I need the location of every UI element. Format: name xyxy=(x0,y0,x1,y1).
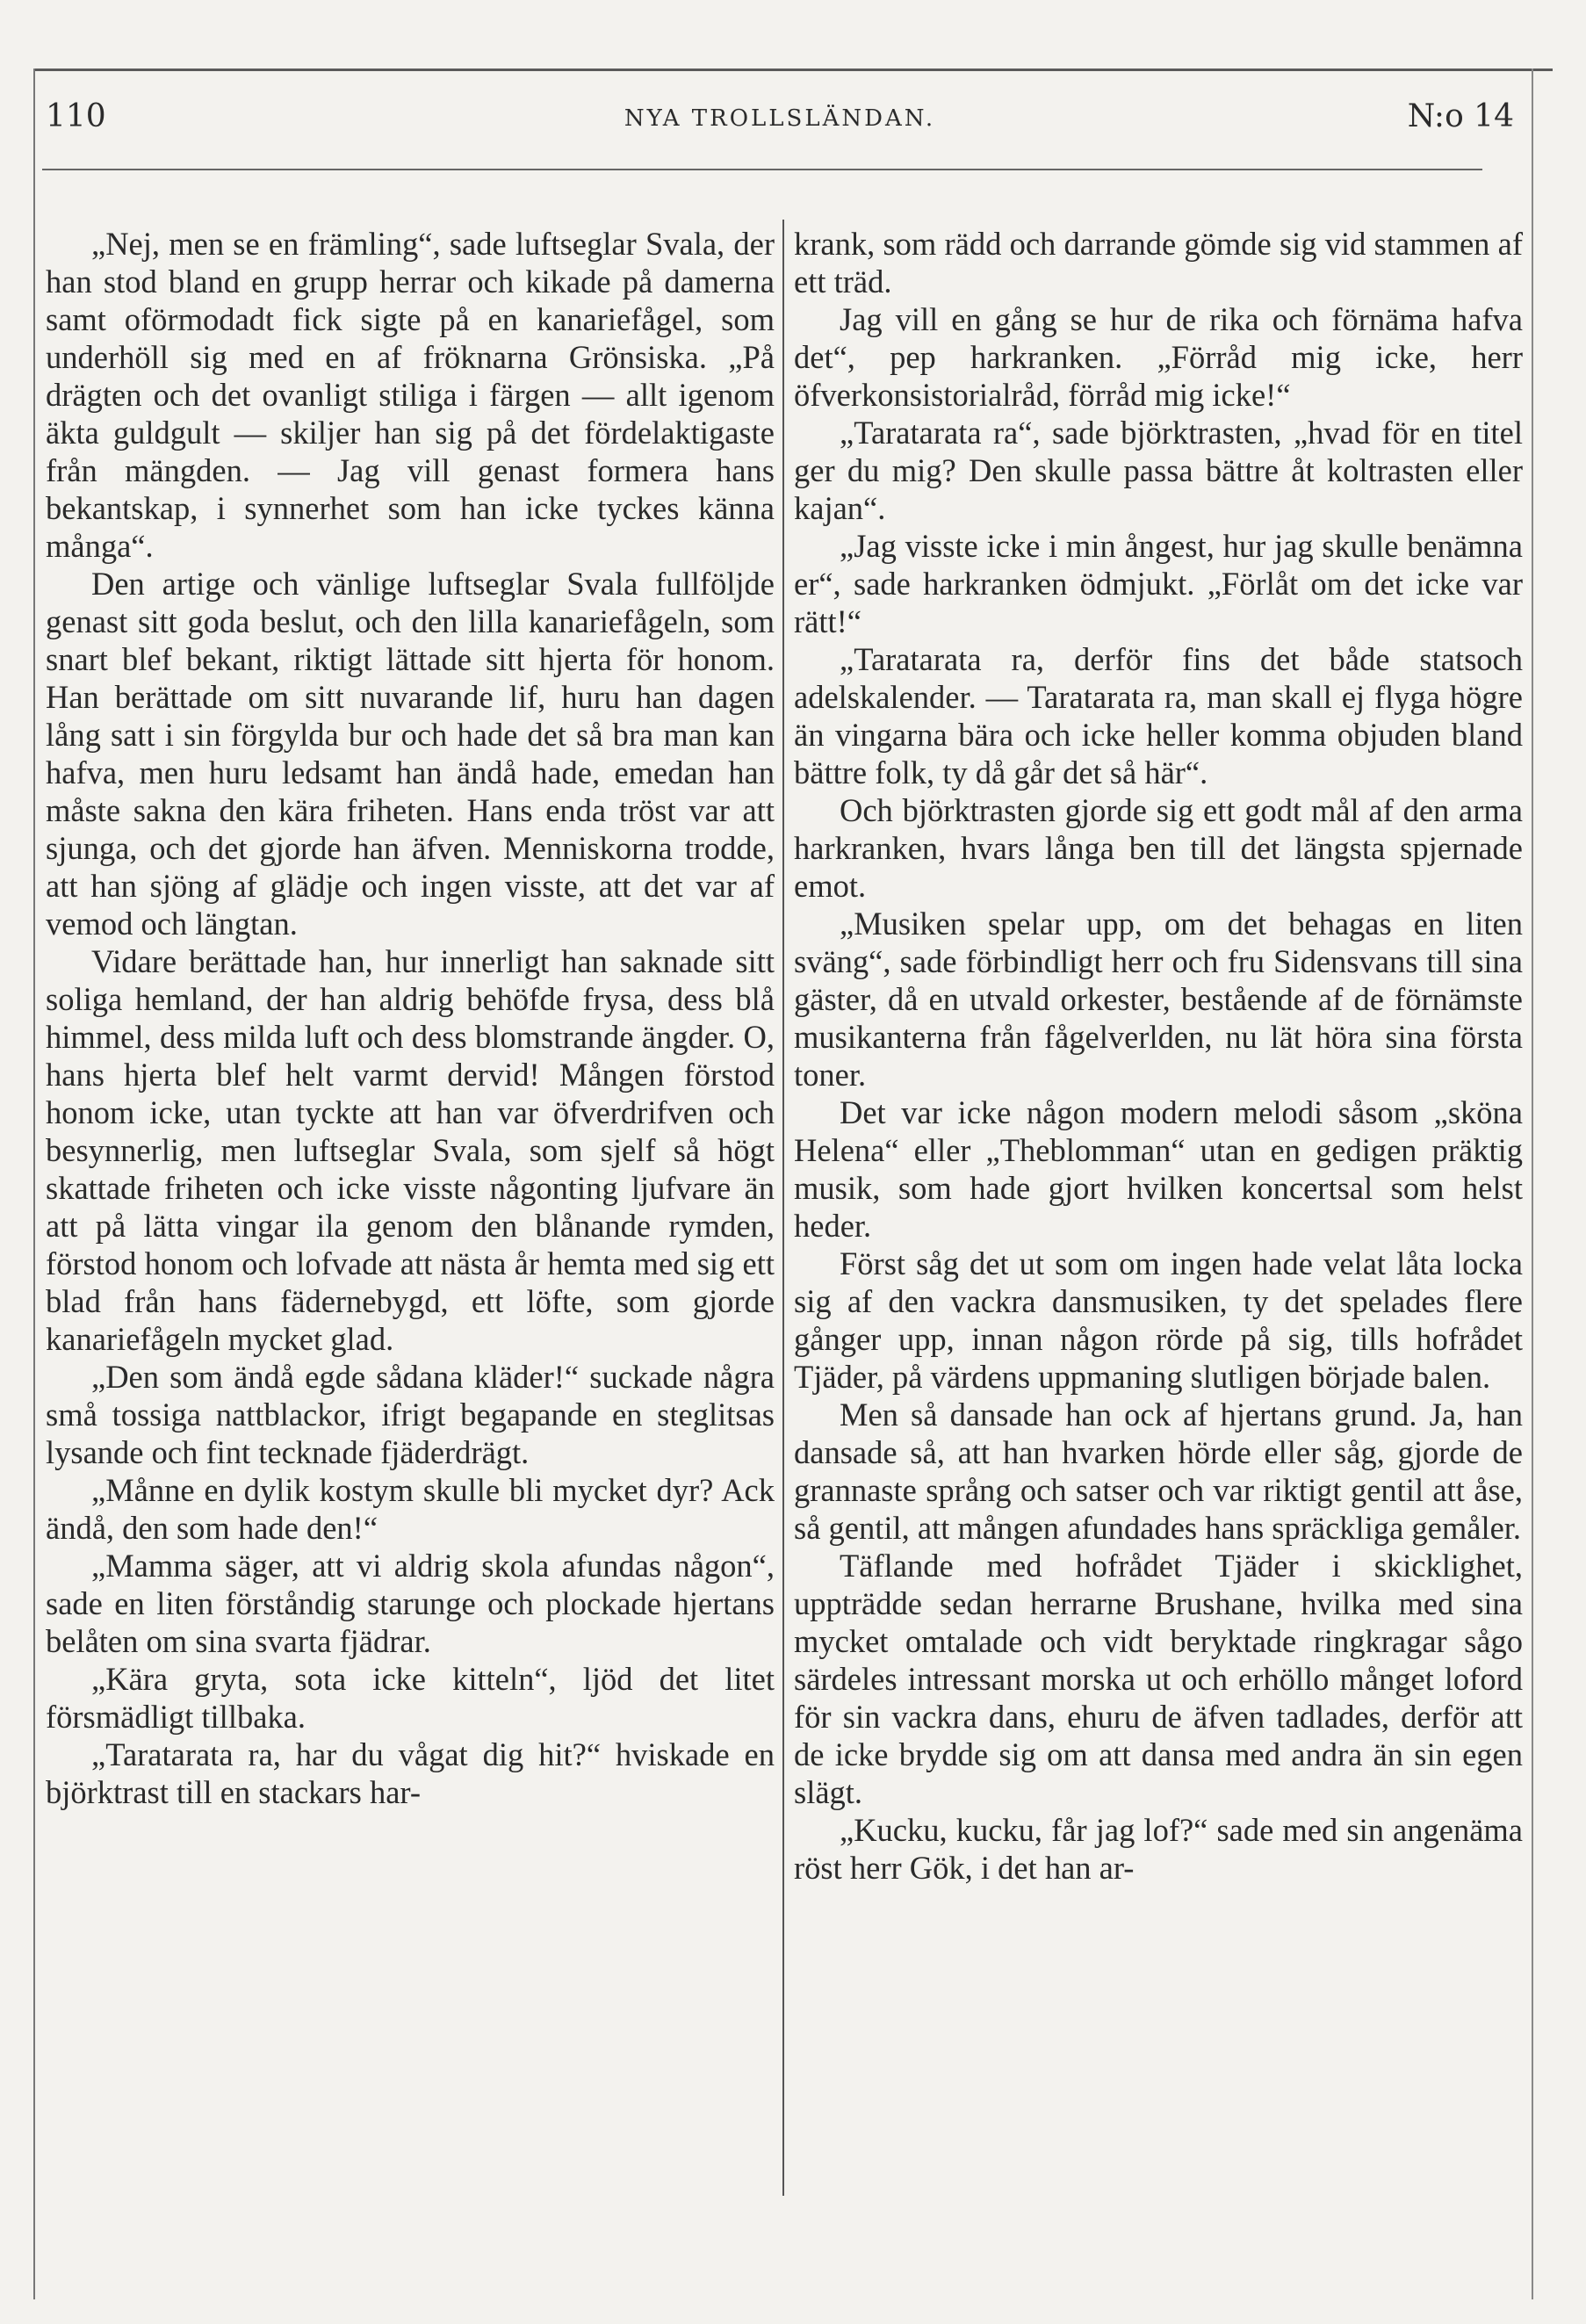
paragraph: Men så dansade han ock af hjertans grund. Ja, han dansade så, att han hvarken hörde eller såg, gjorde de grannaste språng och satser och var riktigt gentil att åse, så gentil, att mången afundades hans spräckliga gemåler. xyxy=(794,1397,1523,1546)
page-left-border xyxy=(33,69,35,2299)
paragraph: Den artige och vänlige luftseglar Svala fullföljde genast sitt goda beslut, och den lilla kanariefågeln, som snart blef bekant, riktigt lättade sitt hjerta för honom. Han berättade om sitt nuvarande lif, huru han dagen lång satt i sin förgylda bur och hade det så bra man kan hafva, men huru ledsamt han ändå hade, emedan han måste sakna den kära friheten. Hans enda tröst var att sjunga, och det gjorde han äfven. Menniskorna trodde, att han sjöng af glädje och ingen visste, att det var af vemod och längtan. xyxy=(46,566,775,942)
right-column xyxy=(794,225,1523,1887)
paragraph: Först såg det ut som om ingen hade velat låta locka sig af den vackra dansmusiken, ty det spelades flere gånger upp, innan någon rörde på sig, tills hofrådet Tjäder, på värdens uppmaning slutligen började balen. xyxy=(794,1245,1523,1395)
paragraph: Det var icke någon modern melodi såsom „sköna Helena“ eller „Theblomman“ utan en gedigen präktig musik, som hade gjort hvilken koncertsal som helst heder. xyxy=(794,1094,1523,1244)
paragraph: „Taratarata ra, har du vågat dig hit?“ hviskade en björktrast till en stackars har- xyxy=(46,1736,775,1810)
paragraph: „Kucku, kucku, får jag lof?“ sade med sin angenäma röst herr Gök, i det han ar- xyxy=(794,1812,1523,1886)
page-right-border xyxy=(1532,69,1533,2299)
paragraph: Och björktrasten gjorde sig ett godt mål af den arma harkranken, hvars långa ben till det längsta spjernade emot. xyxy=(794,792,1523,904)
page-top-border xyxy=(33,69,1553,71)
paragraph: Vidare berättade han, hur innerligt han saknade sitt soliga hemland, der han aldrig behöfde frysa, dess blå himmel, dess milda luft och dess blomstrande ängder. O, hans hjerta blef helt varmt dervid! Mången förstod honom icke, utan tyckte att han var öfverdrifven och besynnerlig, men luftseglar Svala, som sjelf så högt skattade friheten och icke visste någonting ljufvare än att på lätta vingar ila genom den blånande rymden, förstod honom och lofvade att nästa år hemta med sig ett blad från hans fädernebygd, ett löfte, som gjorde kanariefågeln mycket glad. xyxy=(46,943,775,1357)
left-column xyxy=(46,225,775,1811)
page-number: 110 xyxy=(46,98,106,134)
header-rule xyxy=(42,169,1482,170)
paragraph: „Den som ändå egde sådana kläder!“ suckade några små tossiga nattblackor, ifrigt begapande en steglitsas lysande och fint tecknade fjäderdrägt. xyxy=(46,1359,775,1470)
paragraph: „Jag visste icke i min ångest, hur jag skulle benämna er“, sade harkranken ödmjukt. „Förlåt om det icke var rätt!“ xyxy=(794,528,1523,639)
issue-number: N:o 14 xyxy=(1407,98,1514,134)
column-divider xyxy=(782,220,784,2196)
paragraph: Jag vill en gång se hur de rika och förnäma hafva det“, pep harkranken. „Förråd mig icke, herr öfverkonsistorialråd, förråd mig icke!“ xyxy=(794,301,1523,413)
paragraph: „Månne en dylik kostym skulle bli mycket dyr? Ack ändå, den som hade den!“ xyxy=(46,1472,775,1546)
paragraph: Täflande med hofrådet Tjäder i skicklighet, uppträdde sedan herrarne Brushane, hvilka med sina mycket omtalade och vidt beryktade ringkragar sågo särdeles intressant morska ut och erhöllo månget loford för sin vackra dans, ehuru de äfven tadlades, derför att de icke brydde sig om att dansa med andra än sin egen slägt. xyxy=(794,1548,1523,1810)
paragraph: „Musiken spelar upp, om det behagas en liten sväng“, sade förbindligt herr och fru Sidensvans till sina gäster, då en utvald orkester, bestående af de förnämste musikanterna från fågelverlden, nu lät höra sina första toner. xyxy=(794,906,1523,1093)
journal-title: NYA TROLLSLÄNDAN. xyxy=(624,105,936,132)
paragraph-continued: krank, som rädd och darrande gömde sig vid stammen af ett träd. xyxy=(794,226,1523,300)
paragraph: „Mamma säger, att vi aldrig skola afundas någon“, sade en liten förståndig starunge och plockade hjertans belåten om sina svarta fjädrar. xyxy=(46,1548,775,1659)
paragraph: „Taratarata ra, derför fins det både statsoch adelskalender. — Taratarata ra, man skall ej flyga högre än vingarna bära och icke heller komma objuden bland bättre folk, ty då går det så här“. xyxy=(794,641,1523,790)
paragraph: „Taratarata ra“, sade björktrasten, „hvad för en titel ger du mig? Den skulle passa bättre åt koltrasten eller kajan“. xyxy=(794,415,1523,526)
running-head xyxy=(42,98,1518,151)
paragraph: „Kära gryta, sota icke kitteln“, ljöd det litet försmädligt tillbaka. xyxy=(46,1661,775,1735)
paragraph: „Nej, men se en främling“, sade luftseglar Svala, der han stod bland en grupp herrar och kikade på damerna samt oförmodadt fick sigte på en kanariefågel, som underhöll sig med en af fröknarna Grönsiska. „På drägten och det ovanligt stiliga i färgen — allt igenom äkta guldgult — skiljer han sig på det fördelaktigaste från mängden. — Jag vill genast formera hans bekantskap, i synnerhet som han icke tyckes känna många“. xyxy=(46,226,775,564)
